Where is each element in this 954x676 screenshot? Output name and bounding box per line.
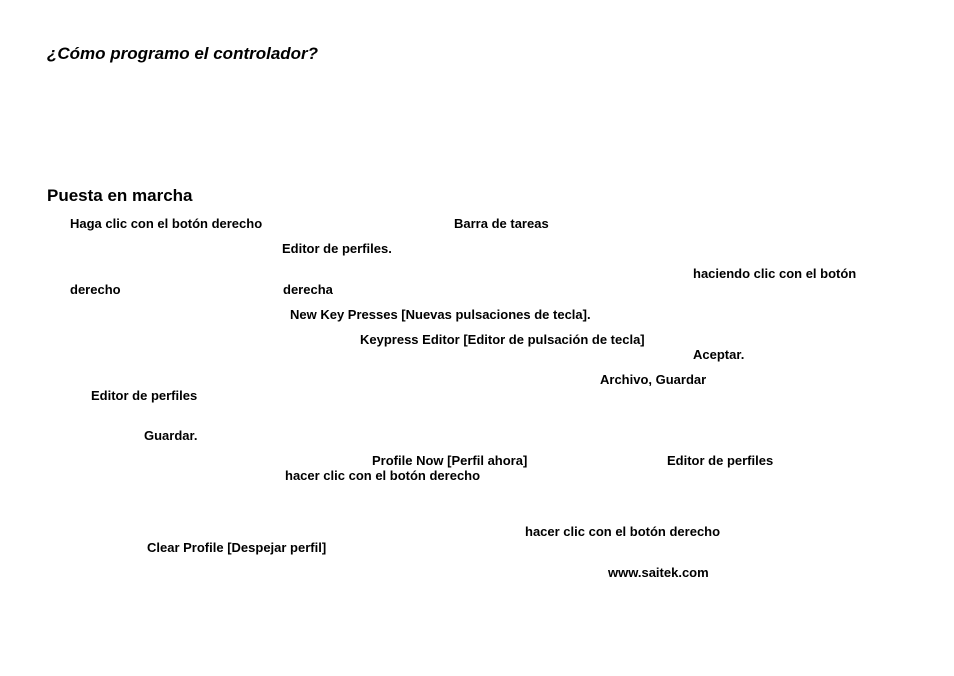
text-archivo-guardar: Archivo, Guardar [600, 372, 707, 387]
page-heading: ¿Cómo programo el controlador? [47, 44, 319, 63]
text-barra-tareas: Barra de tareas [454, 216, 549, 231]
text-hacer-clic-1: hacer clic con el botón derecho [285, 468, 481, 483]
text-profile-now: Profile Now [Perfil ahora] [372, 453, 528, 468]
website-link[interactable]: www.saitek.com [608, 565, 709, 580]
text-editor-perfiles-1: Editor de perfiles. [282, 241, 392, 256]
text-haga-clic: Haga clic con el botón derecho [70, 216, 263, 231]
text-editor-perfiles-3: Editor de perfiles [667, 453, 774, 468]
text-clear-profile: Clear Profile [Despejar perfil] [147, 540, 327, 555]
text-haciendo-clic: haciendo clic con el botón [693, 266, 857, 281]
text-new-key-presses: New Key Presses [Nuevas pulsaciones de tecla]. [290, 307, 591, 322]
text-editor-perfiles-2: Editor de perfiles [91, 388, 198, 403]
text-derecha: derecha [283, 282, 333, 297]
text-keypress-editor: Keypress Editor [Editor de pulsación de tecla] [360, 332, 645, 347]
text-hacer-clic-2: hacer clic con el botón derecho [525, 524, 721, 539]
text-derecho: derecho [70, 282, 121, 297]
section-title: Puesta en marcha [47, 186, 193, 205]
text-aceptar: Aceptar. [693, 347, 745, 362]
text-guardar: Guardar. [144, 428, 198, 443]
